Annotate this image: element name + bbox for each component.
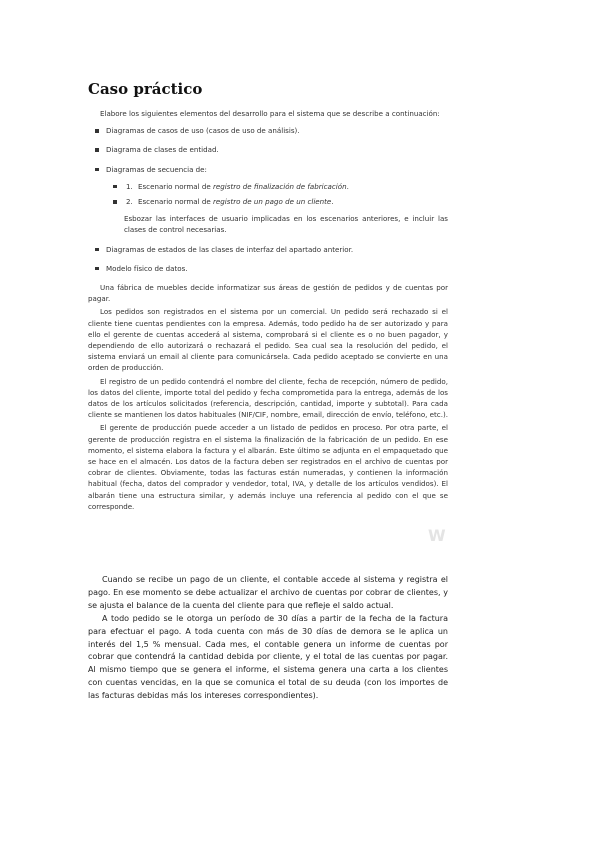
list-item: Modelo físico de datos. (88, 263, 448, 274)
paragraph: El registro de un pedido contendrá el nombre del cliente, fecha de recepción, número de pedido, los datos del cliente, importe total del pedido y fecha comprometida para la entrega, además de los datos de los artículos solicitados (referencia, descripción, cantidad, importe y subtotal). Para cada cliente se mantienen los datos habituales (NIF/CIF, nombre, email, dirección de envío, teléfono, etc.). (88, 376, 448, 420)
list-item (88, 164, 448, 236)
item-text: . (346, 181, 349, 191)
watermark-logo: W (428, 526, 446, 545)
item-text: Escenario normal de (138, 181, 214, 191)
paragraph: El gerente de producción puede acceder a un listado de pedidos en proceso. Por otra parte, el gerente de producción registra en el sistema la finalización de la fabricación de un pedido. En ese momento, el sistema elabora la factura y el albarán. Este último se adjunta en el empaquetado que se hace en el almacén. Los datos de la factura deben ser registrados en el archivo de cuentas por cobrar de clientes. Obviamente, todas las facturas están numeradas, y contienen la información habitual (fecha, datos del comprador y vendedor, total, IVA, y detalle de los artículos vendidos). El albarán tiene una estructura similar, y además incluye una referencia al pedido con el que se corresponde. (88, 423, 448, 511)
sequence-list (106, 181, 448, 207)
item-emphasis: registro de finalización de fabricación (213, 181, 347, 191)
list-item (106, 181, 448, 192)
intro-text: Elabore los siguientes elementos del desarrollo para el sistema que se describe a continuación: (100, 109, 440, 118)
item-number: 1. (126, 181, 133, 191)
list-item (106, 196, 448, 207)
item-emphasis: registro de un pago de un cliente (213, 197, 332, 207)
item-number: 2. (126, 197, 133, 207)
assignment-block (88, 108, 448, 512)
payment-block (88, 574, 448, 703)
paragraph: Una fábrica de muebles decide informatizar sus áreas de gestión de pedidos y de cuentas por pagar. (88, 283, 448, 304)
section-title: Caso práctico (88, 80, 203, 98)
list-item: Diagrama de clases de entidad. (88, 144, 448, 155)
item-text: . (331, 197, 334, 207)
paragraph: Los pedidos son registrados en el sistema por un comercial. Un pedido será rechazado si el cliente tiene cuentas pendientes con la empresa. Además, todo pedido ha de ser autorizado y para ello el gerente de cuentas accederá al sistema, comprobará si el cliente es o no buen pagador, y dependiendo de ello autorizará o rechazará el pedido. Sea cual sea la resolución del pedido, el sistema enviará un email al cliente para comunicársela. Cada pedido aceptado se convierte en una orden de producción. (88, 307, 448, 373)
list-item: Diagramas de estados de las clases de interfaz del apartado anterior. (88, 244, 448, 255)
paragraph: Cuando se recibe un pago de un cliente, el contable accede al sistema y registra el pago. En ese momento se debe actualizar el archivo de cuentas por cobrar de clientes, y se ajusta el balance de la cuenta del cliente para que refleje el saldo actual. (88, 575, 448, 610)
esbozar-text: Esbozar las interfaces de usuario implicadas en los escenarios anteriores, e incluir las clases de control necesarias. (124, 214, 448, 235)
paragraph: A todo pedido se le otorga un período de 30 días a partir de la fecha de la factura para efectuar el pago. A toda cuenta con más de 30 días de demora se le aplica un interés del 1,5 % mensual. Cada mes, el contable genera un informe de cuentas por cobrar que contendrá la cantidad debida por cliente, y el total de las cuentas por pagar. Al mismo tiempo que se genera el informe, el sistema genera una carta a los clientes con cuentas vencidas, en la que se comunica el total de su deuda (con los importes de las facturas debidas más los intereses correspondientes). (88, 613, 448, 701)
list-item: Diagramas de casos de uso (casos de uso de análisis). (88, 125, 448, 136)
list-item-label: Diagramas de secuencia de: (106, 164, 207, 174)
deliverables-list (88, 125, 448, 274)
item-text: Escenario normal de (138, 197, 214, 207)
